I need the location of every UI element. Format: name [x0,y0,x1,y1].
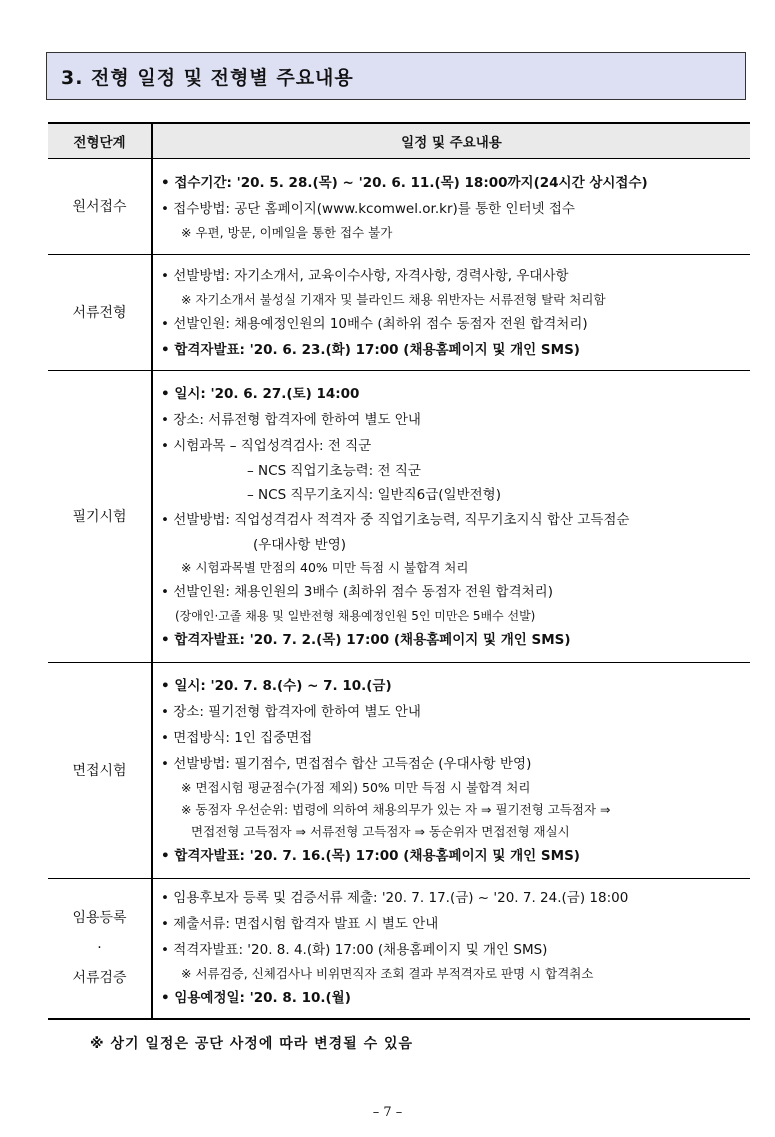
list-item: • 선발방법: 자기소개서, 교육이수사항, 자격사항, 경력사항, 우대사항 [161,267,569,284]
table-header-row [48,123,750,159]
list-item: • 일시: '20. 6. 27.(토) 14:00 [161,385,360,402]
list-item: • 선발인원: 채용예정인원의 10배수 (최하위 점수 동점자 전원 합격처리) [161,315,588,332]
stage-name: 임용등록 · 서류검증 [48,879,152,1019]
list-item: • 접수기간: '20. 5. 28.(목) ~ '20. 6. 11.(목) 18:00까지(24시간 상시접수) [161,174,648,191]
list-item: • 면접방식: 1인 집중면접 [161,729,313,746]
schedule-table [48,122,750,1020]
list-item: • 장소: 서류전형 합격자에 한하여 별도 안내 [161,411,421,428]
note-line: ※ 서류검증, 신체검사나 비위면직자 조회 결과 부적격자로 판명 시 합격취소 [181,966,594,982]
stage-name: 원서접수 [48,159,152,255]
stage-content [152,371,750,663]
list-item: • 합격자발표: '20. 7. 16.(목) 17:00 (채용홈페이지 및 개인 SMS) [161,847,580,864]
list-item: • 장소: 필기전형 합격자에 한하여 별도 안내 [161,703,421,720]
stage-content [152,255,750,371]
note-line: ※ 자기소개서 불성실 기재자 및 블라인드 채용 위반자는 서류전형 탈락 처리함 [181,291,606,307]
sub-item: – NCS 직무기초지식: 일반직6급(일반전형) [247,486,501,503]
list-item: • 시험과목 – 직업성격검사: 전 직군 [161,437,372,454]
list-item: • 접수방법: 공단 홈페이지(www.kcomwel.or.kr)를 통한 인터넷 접수 [161,200,575,217]
small-note: (장애인·고졸 채용 및 일반전형 채용예정인원 5인 미만은 5배수 선발) [175,608,536,623]
note-line: ※ 동점자 우선순위: 법령에 의하여 채용의무가 있는 자 ⇒ 필기전형 고득점자 ⇒ [181,801,611,817]
list-item: • 임용예정일: '20. 8. 10.(월) [161,990,351,1007]
header-content: 일정 및 주요내용 [152,123,750,159]
header-stage: 전형단계 [48,123,152,159]
list-item: • 합격자발표: '20. 7. 2.(목) 17:00 (채용홈페이지 및 개인 SMS) [161,631,571,648]
list-item: • 일시: '20. 7. 8.(수) ~ 7. 10.(금) [161,677,392,694]
list-item: • 선발방법: 필기점수, 면접점수 합산 고득점순 (우대사항 반영) [161,755,532,772]
list-item: • 제출서류: 면접시험 합격자 발표 시 별도 안내 [161,916,439,933]
stage-name: 필기시험 [48,371,152,663]
stage-row [48,879,750,1019]
page-number: – 7 – [372,1105,403,1120]
stage-content [152,159,750,255]
stage-row [48,159,750,255]
list-item: • 임용후보자 등록 및 검증서류 제출: '20. 7. 17.(금) ~ '20. 7. 24.(금) 18:00 [161,890,629,907]
note-line: ※ 면접시험 평균점수(가점 제외) 50% 미만 득점 시 불합격 처리 [181,779,531,795]
stage-name: 서류전형 [48,255,152,371]
note-line: 면접전형 고득점자 ⇒ 서류전형 고득점자 ⇒ 동순위자 면접전형 재실시 [191,823,570,839]
list-item: • 선발방법: 직업성격검사 적격자 중 직업기초능력, 직무기초지식 합산 고득점순 [161,511,630,528]
stage-row [48,371,750,663]
stage-row [48,255,750,371]
stage-content [152,663,750,879]
stage-row [48,663,750,879]
note-line: ※ 시험과목별 만점의 40% 미만 득점 시 불합격 처리 [181,559,469,575]
list-item: • 선발인원: 채용인원의 3배수 (최하위 점수 동점자 전원 합격처리) [161,583,553,600]
list-item: • 합격자발표: '20. 6. 23.(화) 17:00 (채용홈페이지 및 개인 SMS) [161,341,580,358]
section-title: 3. 전형 일정 및 전형별 주요내용 [46,52,746,100]
list-item: • 적격자발표: '20. 8. 4.(화) 17:00 (채용홈페이지 및 개인 SMS) [161,942,548,959]
continuation-line: (우대사항 반영) [253,536,347,553]
note-line: ※ 우편, 방문, 이메일을 통한 접수 불가 [181,224,393,240]
stage-content [152,879,750,1019]
footer-note: ※ 상기 일정은 공단 사정에 따라 변경될 수 있음 [90,1036,414,1052]
stage-name: 면접시험 [48,663,152,879]
sub-item: – NCS 직업기초능력: 전 직군 [247,462,421,479]
